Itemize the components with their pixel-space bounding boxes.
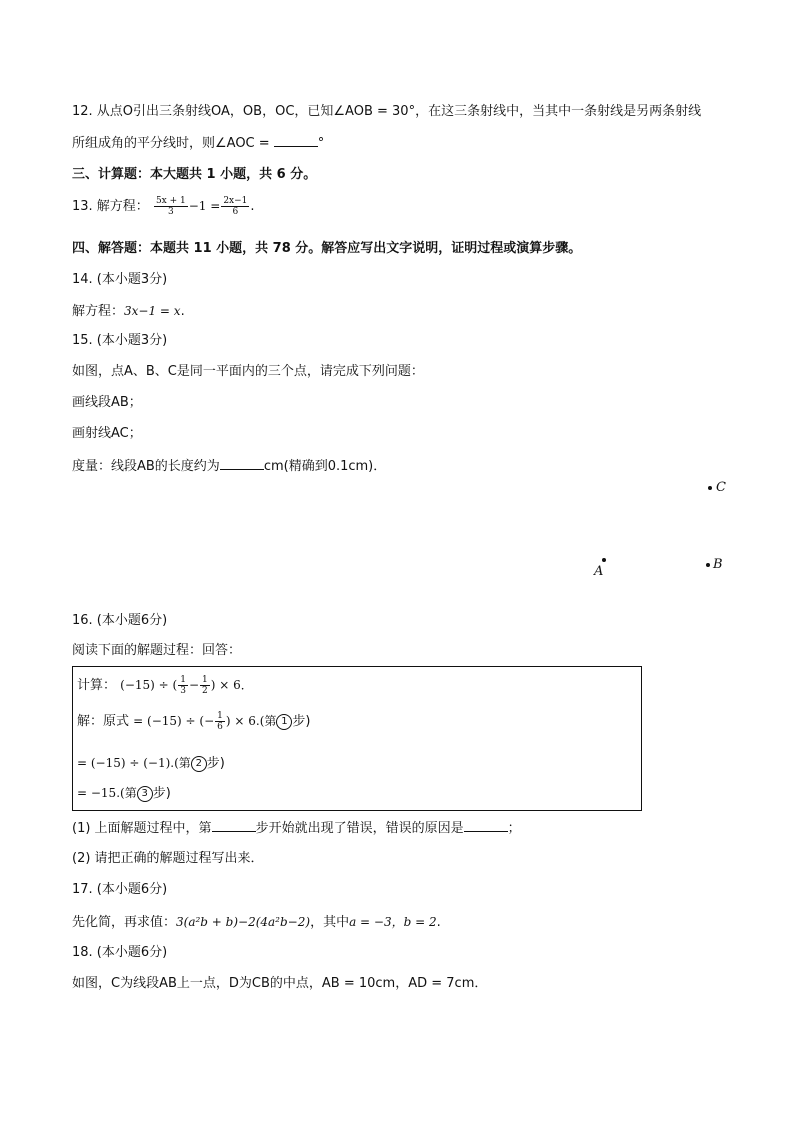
q16-blank-step [212,818,256,832]
q12-line1: 12. 从点O引出三条射线OA，OB，OC，已知∠AOB = 30°，在这三条射线中，当其中一条射线是另两条射线 [72,104,702,119]
q16-sub2: (2) 请把正确的解题过程写出来． [72,851,264,866]
step-2-circle: 2 [191,756,207,772]
q13-fraction-2: $\frac{2x-1}{6}$ [223,196,248,217]
q16-calc-frac1: $\frac{1}{3}$ [180,675,186,696]
q16-head: 16. (本小题6分) [72,613,168,628]
q15-head: 15. (本小题3分) [72,333,168,348]
section-4-heading: 四、解答题：本题共 11 小题，共 78 分。解答应写出文字说明，证明过程或演算步骤。 [72,241,582,256]
q12-answer-blank [274,133,318,147]
q15-intro: 如图，点A、B、C是同一平面内的三个点，请完成下列问题： [72,364,424,379]
q18-body: 如图，C为线段AB上一点，D为CB的中点，AB = 10cm，AD = 7cm． [72,976,488,991]
q16-step1: 解：原式 = (−15) ÷ (− $\frac{1}{6}$ ) × 6.(第 1 步) [77,711,311,732]
point-c-label: C [716,480,726,495]
point-b-label: B [713,557,723,572]
q12-line2-suffix: ° [317,136,325,151]
q16-solution-box [72,666,642,811]
q16-calc-label: 计算： [77,678,117,693]
q14-equation: 3x−1 = x [124,304,181,318]
q16-step1-frac: $\frac{1}{6}$ [217,711,223,732]
q13-suffix: . [250,199,255,214]
q14-head: 14. (本小题3分) [72,272,168,287]
q16-step3: = −15.(第 3 步) [77,786,171,801]
q13-prefix: 13. 解方程： [72,199,149,214]
q14-body [72,301,185,322]
q13-fraction-1: $\frac{5x + 1}{3}$ [155,196,186,217]
q16-step2: = (−15) ÷ (−1).(第 2 步) [77,756,225,771]
q13-equation [72,196,255,217]
section-3-heading: 三、计算题：本大题共 1 小题，共 6 分。 [72,167,317,182]
point-c-dot [708,486,712,490]
point-a-label: A [594,564,604,579]
q12-line2-prefix: 所组成角的平分线时，则∠AOC = [72,136,270,151]
q17-expression: 3(a²b + b)−2(4a²b−2) [176,915,311,929]
q15-task1: 画线段AB； [72,395,142,410]
q15-task3 [72,456,386,477]
point-b-dot [706,563,710,567]
q15-task2: 画射线AC； [72,426,142,441]
q17-head: 17. (本小题6分) [72,882,168,897]
q15-task3-prefix: 度量：线段AB的长度约为 [72,459,220,474]
q14-body-prefix: 解方程： [72,304,125,319]
q12-line2 [72,133,324,154]
q13-middle: −1 = [188,199,221,213]
q16-calc-frac2: $\frac{1}{2}$ [202,675,208,696]
q17-values: a = −3，b = 2 [349,915,437,929]
q15-answer-blank [220,456,264,470]
q14-body-suffix: . [180,304,185,319]
q16-blank-reason [464,818,508,832]
step-1-circle: 1 [276,714,292,730]
q16-intro: 阅读下面的解题过程：回答： [72,643,242,658]
q16-calc-line: 计算： (−15) ÷ ( $\frac{1}{3}$ − $\frac{1}{2}$ ) × 6． [77,675,253,696]
step-3-circle: 3 [137,786,153,802]
q15-task3-suffix: cm(精确到0.1cm)． [263,459,387,474]
q16-sub1: (1) 上面解题过程中，第 步开始就出现了错误，错误的原因是 ； [72,818,521,839]
q18-head: 18. (本小题6分) [72,945,168,960]
q16-step1-label: 解：原式 [77,714,130,729]
q17-body: 先化简，再求值：3(a²b + b)−2(4a²b−2)，其中a = −3，b = 2. [72,915,441,930]
point-a-dot [602,558,606,562]
